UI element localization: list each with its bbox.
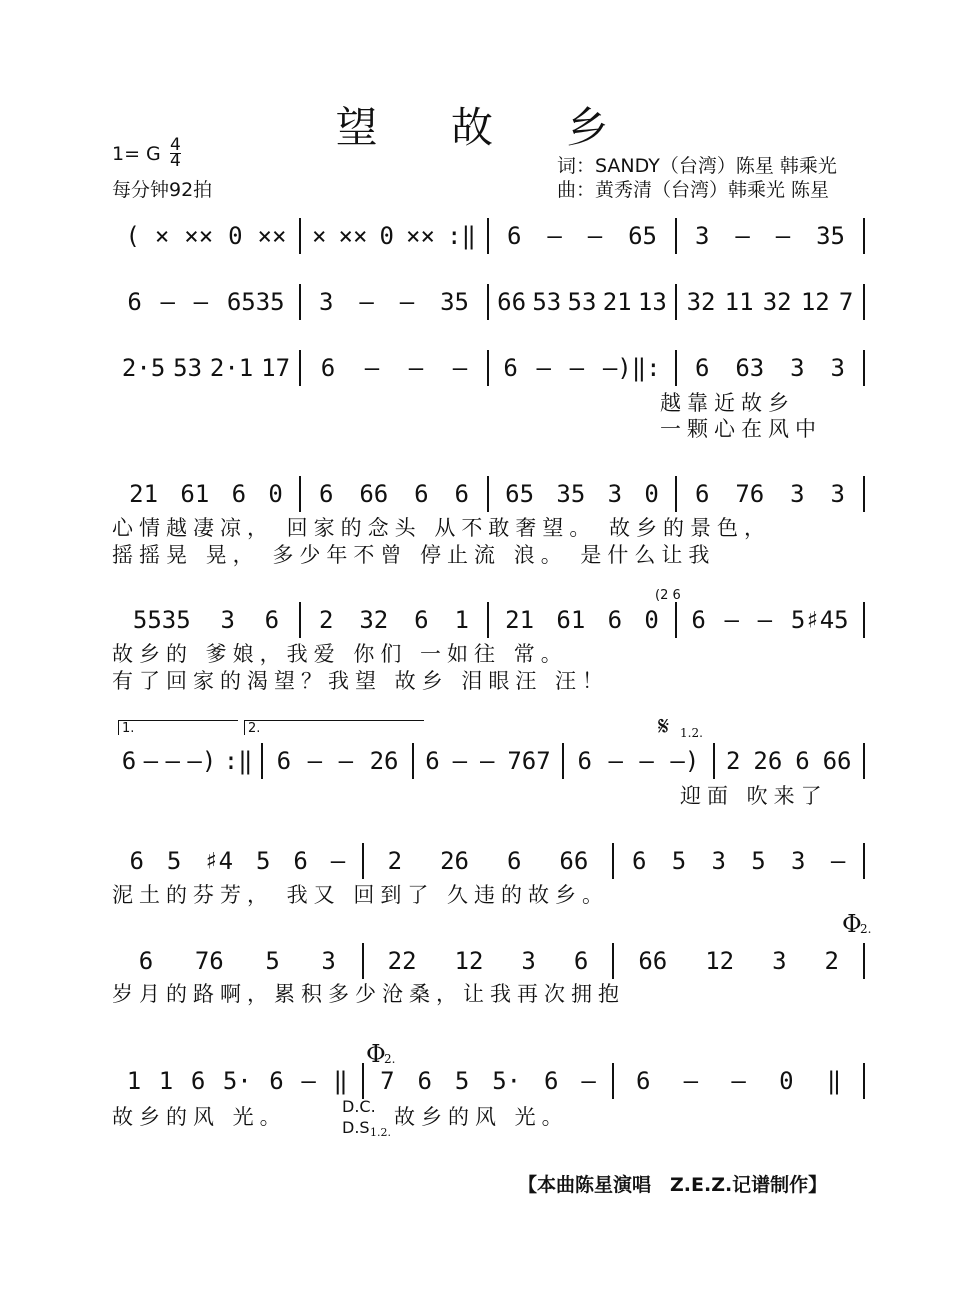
- note: 6: [795, 747, 810, 775]
- note: 3: [694, 222, 710, 250]
- barline: [299, 350, 301, 386]
- measure: [494, 220, 670, 252]
- note: 6: [635, 1067, 651, 1095]
- barline: [675, 218, 677, 254]
- note: 26: [753, 747, 783, 775]
- note: ×: [312, 222, 327, 250]
- note: 6: [190, 1067, 206, 1095]
- volta-first-ending: 1.: [118, 720, 238, 735]
- measure: [494, 352, 670, 384]
- note: –: [724, 606, 739, 634]
- note: 6: [264, 606, 280, 634]
- lyric-line: 有了回家的渴望？我望 故乡 泪眼汪 汪！: [112, 669, 610, 693]
- note: :‖: [223, 747, 253, 775]
- note: 2: [824, 947, 839, 975]
- note: 61: [180, 480, 210, 508]
- measure: [118, 1065, 357, 1097]
- measure: [369, 845, 608, 877]
- note: –: [338, 747, 354, 775]
- note: –: [399, 288, 415, 316]
- barline: [299, 602, 301, 638]
- note: 3: [830, 480, 845, 508]
- note: 6: [127, 288, 142, 316]
- note: 3: [318, 288, 334, 316]
- barline: [487, 284, 489, 320]
- time-signature-top: 4: [170, 135, 181, 155]
- note: –): [670, 747, 700, 775]
- note: 6: [425, 747, 440, 775]
- barline: [612, 1063, 614, 1099]
- barline: [362, 943, 364, 979]
- note: 3: [790, 480, 805, 508]
- measure: [306, 352, 482, 384]
- note: –: [452, 747, 468, 775]
- note: 6: [544, 1067, 559, 1095]
- note: 61: [556, 606, 586, 634]
- barline: [675, 284, 677, 320]
- lyric-line: 故乡的风 光。: [394, 1105, 569, 1129]
- note: 6: [138, 947, 154, 975]
- barline: [362, 843, 364, 879]
- note: –: [359, 288, 374, 316]
- note: 66: [638, 947, 668, 975]
- barline: [299, 476, 301, 512]
- segno-label: 1.2.: [680, 726, 703, 740]
- note: 12: [454, 947, 484, 975]
- lyric-line: 摇摇晃 晃， 多少年不曾 停止流 浪。 是什么让我: [112, 543, 716, 567]
- measure: [682, 478, 858, 510]
- barline: [562, 743, 564, 779]
- time-signature: [170, 135, 181, 171]
- note: 2·1: [209, 354, 254, 382]
- note: 63: [735, 354, 765, 382]
- barline: [487, 602, 489, 638]
- note: 5535: [132, 606, 191, 634]
- note: (: [125, 222, 140, 250]
- measure: [682, 604, 858, 636]
- note: 12: [705, 947, 735, 975]
- barline: [863, 1063, 865, 1099]
- measure: [369, 945, 608, 977]
- barline: [612, 843, 614, 879]
- dal-segno-label: 1.2.: [370, 1126, 391, 1139]
- note: 21: [129, 480, 159, 508]
- note: 3: [791, 847, 806, 875]
- key-signature: 1= G: [112, 143, 161, 165]
- note: –: [731, 1067, 746, 1095]
- time-signature-bottom: 4: [170, 151, 181, 171]
- song-title: 望 故 乡: [335, 103, 639, 152]
- note: ‖: [826, 1067, 842, 1095]
- barline: [487, 218, 489, 254]
- note: 65: [505, 480, 535, 508]
- note: 2: [318, 606, 334, 634]
- note: –: [301, 1067, 316, 1095]
- note: –: [587, 222, 603, 250]
- note: ××: [338, 222, 368, 250]
- note: 3: [220, 606, 235, 634]
- note: 0: [228, 222, 243, 250]
- note: 21: [505, 606, 535, 634]
- measure: [494, 286, 670, 318]
- barline: [412, 743, 414, 779]
- notation-row: [112, 286, 864, 318]
- measure: [369, 1065, 608, 1097]
- measure: [118, 286, 294, 318]
- barline: [863, 350, 865, 386]
- measure: [118, 604, 294, 636]
- note: 6: [691, 606, 706, 634]
- note: 3: [830, 354, 845, 382]
- coda-icon: Φ: [366, 1040, 386, 1068]
- note: –: [452, 354, 468, 382]
- note: 6: [414, 606, 429, 634]
- notation-row: [112, 845, 864, 877]
- note: 66: [822, 747, 852, 775]
- note: 22: [387, 947, 417, 975]
- notation-row: [112, 604, 864, 636]
- measure: [494, 478, 670, 510]
- note: 5: [454, 1067, 470, 1095]
- notation-row: [112, 1065, 864, 1097]
- lyric-line: 越靠近故乡: [660, 391, 795, 415]
- barline: [299, 218, 301, 254]
- measure: [682, 220, 858, 252]
- note: –: [581, 1067, 596, 1095]
- note: 66: [497, 288, 527, 316]
- note: 6: [269, 1067, 284, 1095]
- note: 5·: [492, 1067, 522, 1095]
- note: 5♯45: [790, 606, 849, 634]
- note: 6: [506, 847, 522, 875]
- note: 6: [129, 847, 144, 875]
- barline: [675, 350, 677, 386]
- note: –: [775, 222, 791, 250]
- barline: [863, 284, 865, 320]
- note: 5: [265, 947, 280, 975]
- note: 0: [644, 606, 659, 634]
- note: 5: [671, 847, 687, 875]
- barline: [612, 943, 614, 979]
- notation-row: [112, 745, 864, 777]
- da-capo-mark: D.C.: [342, 1097, 376, 1116]
- note: 35: [556, 480, 586, 508]
- note: ××: [406, 222, 435, 250]
- note: ‖: [333, 1067, 348, 1095]
- barline: [261, 743, 263, 779]
- barline: [362, 1063, 364, 1099]
- note: 6: [320, 354, 336, 382]
- note: –: [830, 847, 846, 875]
- note: :‖: [447, 222, 476, 250]
- notation-row: [112, 220, 864, 252]
- notation-row: [112, 352, 864, 384]
- measure: [682, 352, 858, 384]
- note: 2·5: [121, 354, 166, 382]
- measure: [118, 220, 294, 252]
- dal-segno-mark: D.S: [342, 1118, 370, 1137]
- note: 35: [816, 222, 845, 250]
- barline: [863, 218, 865, 254]
- note: 7: [380, 1067, 395, 1095]
- measure: [306, 286, 482, 318]
- note: –: [160, 288, 175, 316]
- coda-label: 2.: [384, 1052, 396, 1066]
- note: 17: [261, 354, 291, 382]
- note: 76: [194, 947, 224, 975]
- note: 3: [607, 480, 623, 508]
- measure: [619, 945, 858, 977]
- measure: [118, 845, 357, 877]
- lyric-line: 一颗心在风中: [660, 417, 822, 441]
- measure: [494, 604, 670, 636]
- note: –)‖:: [602, 354, 661, 382]
- note: 6: [121, 747, 137, 775]
- tempo: 每分钟92拍: [112, 179, 213, 201]
- barline: [863, 843, 865, 879]
- note: 0: [644, 480, 659, 508]
- measure: [569, 745, 707, 777]
- note: 26: [440, 847, 469, 875]
- barline: [487, 476, 489, 512]
- note: 12: [800, 288, 830, 316]
- note: 2: [387, 847, 403, 875]
- lyric-line: 泥土的芬芳， 我又 回到了 久违的故乡。: [112, 883, 610, 907]
- note: 32: [359, 606, 389, 634]
- measure: [268, 745, 406, 777]
- note: –: [735, 222, 750, 250]
- note: 6: [414, 480, 429, 508]
- barline: [675, 602, 677, 638]
- note: 5: [751, 847, 766, 875]
- lyric-line: 心情越凄凉， 回家的念头 从不敢奢望。 故乡的景色，: [112, 516, 772, 540]
- note: 6: [694, 354, 710, 382]
- barline: [299, 284, 301, 320]
- note: 26: [369, 747, 399, 775]
- note: –: [757, 606, 773, 634]
- coda-icon: Φ: [842, 910, 862, 938]
- measure: [306, 478, 482, 510]
- measure: [619, 1065, 858, 1097]
- note: 6: [503, 354, 518, 382]
- note: 0: [779, 1067, 794, 1095]
- note: –: [683, 1067, 699, 1095]
- barline: [863, 743, 865, 779]
- note: –: [569, 354, 585, 382]
- note: –: [330, 847, 346, 875]
- measure: [419, 745, 557, 777]
- lyricist-credit: 词：SANDY（台湾）陈星 韩乘光: [557, 155, 837, 177]
- note: 53: [532, 288, 562, 316]
- note: –: [143, 747, 159, 775]
- measure: [118, 478, 294, 510]
- measure: [720, 745, 858, 777]
- measure: [306, 604, 482, 636]
- note: 13: [637, 288, 667, 316]
- note: 6: [454, 480, 469, 508]
- note: –: [639, 747, 654, 775]
- barline: [863, 602, 865, 638]
- barline: [713, 743, 715, 779]
- note: 6: [318, 480, 334, 508]
- note: –): [187, 747, 217, 775]
- note: ×: [154, 222, 170, 250]
- notation-row: [112, 478, 864, 510]
- note: –: [608, 747, 623, 775]
- note: 66: [559, 847, 589, 875]
- note: 1: [158, 1067, 174, 1095]
- lyric-line: 迎面 吹来了: [680, 784, 828, 808]
- lyric-line: 故乡的 爹娘，我爱 你们 一如往 常。: [112, 642, 568, 666]
- alternate-notes: (2 6: [655, 588, 681, 603]
- note: 6: [607, 606, 623, 634]
- note: 32: [686, 288, 716, 316]
- barline: [487, 350, 489, 386]
- footer-credit: 【本曲陈星演唱 Z.E.Z.记谱制作】: [518, 1174, 828, 1196]
- note: 5: [255, 847, 271, 875]
- lyric-line: 岁月的路啊，累积多少沧桑，让我再次拥抱: [112, 982, 625, 1006]
- note: –: [307, 747, 323, 775]
- barline: [863, 943, 865, 979]
- note: –: [193, 288, 209, 316]
- note: 53: [173, 354, 203, 382]
- note: 21: [602, 288, 632, 316]
- note: 3: [790, 354, 805, 382]
- note: 0: [268, 480, 283, 508]
- note: 6: [276, 747, 292, 775]
- notation-row: [112, 945, 864, 977]
- note: –: [536, 354, 551, 382]
- note: –: [547, 222, 562, 250]
- note: 6: [631, 847, 647, 875]
- measure: [306, 220, 482, 252]
- barline: [863, 476, 865, 512]
- volta-second-ending: 2.: [244, 720, 424, 735]
- barline: [675, 476, 677, 512]
- note: 6: [293, 847, 308, 875]
- note: 5·: [222, 1067, 252, 1095]
- measure: [682, 286, 858, 318]
- note: –: [364, 354, 380, 382]
- note: 6: [506, 222, 522, 250]
- note: 6: [694, 480, 710, 508]
- note: ××: [257, 222, 287, 250]
- note: 32: [762, 288, 792, 316]
- measure: [118, 352, 294, 384]
- note: 5: [166, 847, 182, 875]
- note: ♯4: [204, 847, 234, 875]
- note: 3: [521, 947, 536, 975]
- note: 2: [726, 747, 741, 775]
- note: 6: [417, 1067, 432, 1095]
- measure: [118, 745, 256, 777]
- note: 53: [567, 288, 597, 316]
- note: ××: [184, 222, 214, 250]
- note: 1: [454, 606, 469, 634]
- coda-label: 2.: [860, 922, 872, 936]
- note: 3: [321, 947, 336, 975]
- note: 7: [838, 288, 854, 316]
- measure: [619, 845, 858, 877]
- note: 6: [577, 747, 592, 775]
- note: 66: [359, 480, 389, 508]
- note: 3: [772, 947, 787, 975]
- note: –: [408, 354, 424, 382]
- note: 6535: [226, 288, 285, 316]
- lyric-line: 故乡的风 光。: [112, 1105, 287, 1129]
- segno-icon: 𝄋: [658, 712, 670, 742]
- note: 0: [379, 222, 394, 250]
- note: –: [165, 747, 180, 775]
- note: 6: [573, 947, 589, 975]
- note: 11: [724, 288, 754, 316]
- note: 65: [628, 222, 657, 250]
- note: 76: [735, 480, 765, 508]
- composer-credit: 曲：黄秀清（台湾）韩乘光 陈星: [557, 179, 830, 201]
- note: 35: [440, 288, 469, 316]
- measure: [118, 945, 357, 977]
- note: 767: [507, 747, 551, 775]
- note: 6: [231, 480, 247, 508]
- note: 3: [711, 847, 726, 875]
- note: –: [479, 747, 495, 775]
- note: 1: [126, 1067, 142, 1095]
